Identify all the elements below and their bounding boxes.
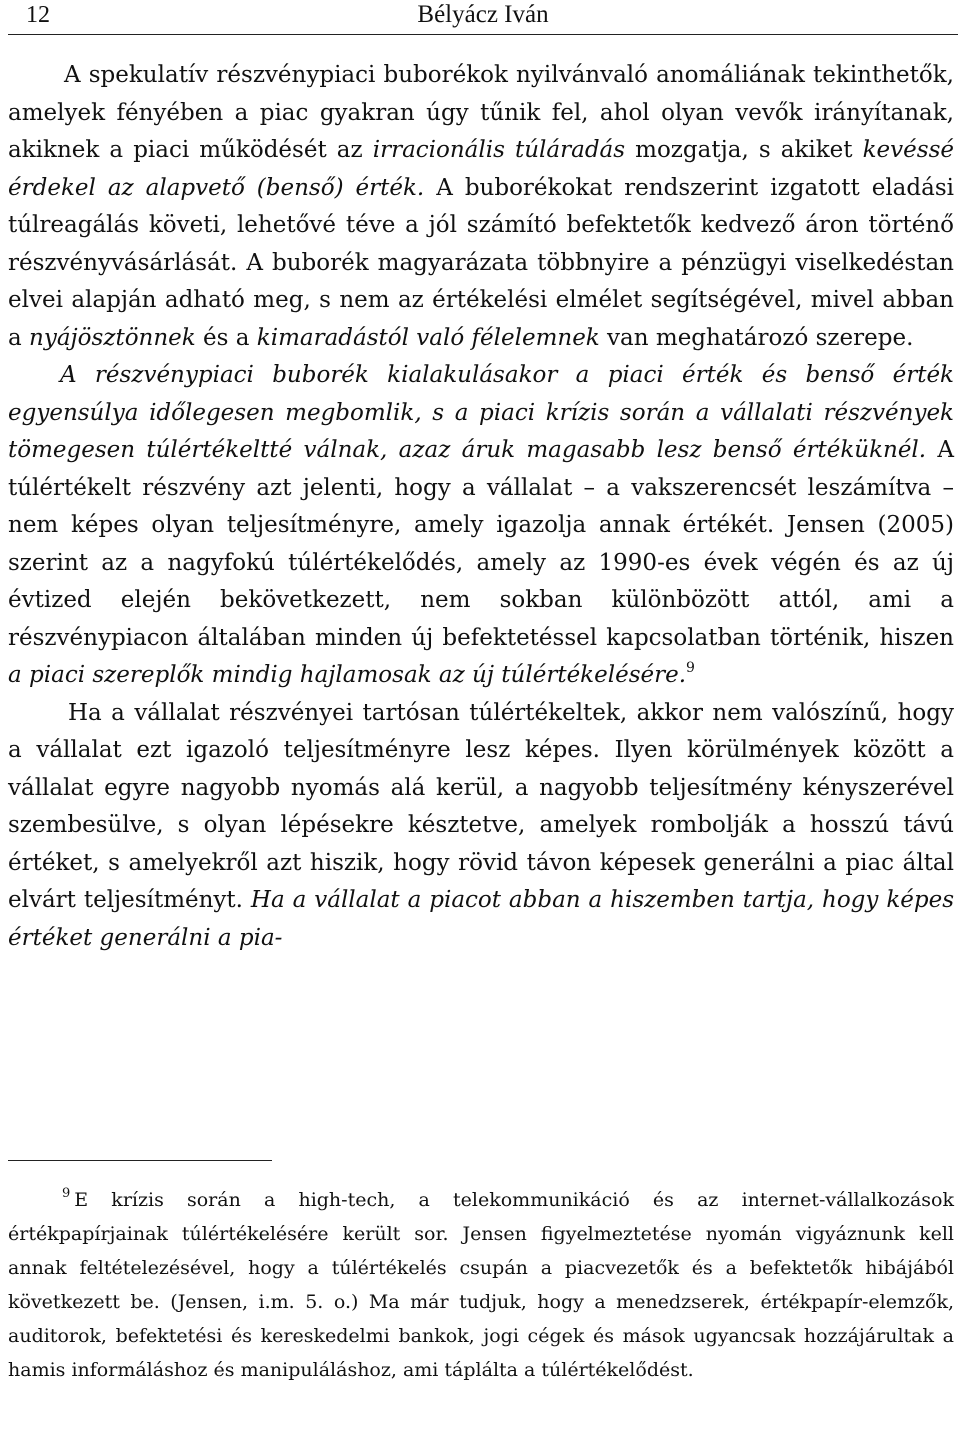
italic-run: kevéssé érdekel az alapvető (benső) érték. <box>8 137 954 201</box>
page-number: 12 <box>26 2 50 28</box>
running-head-author: Bélyácz Iván <box>417 1 549 28</box>
text-run: van meghatározó szerepe. <box>599 324 914 351</box>
italic-run: irracionális túláradás <box>372 137 626 163</box>
footnote-text: E krízis során a high-tech, a telekommunikáció és az internet-vállalkozások értékpapírjainak túlértékelésére került sor. Jensen figyelmeztetése nyomán vigyáznunk kell annak feltételezésével, hogy a túlértékelés csupán a piacvezetők és a befektetők hibájából következett be. (Jensen, i.m. 5. o.) Ma már tudjuk, hogy a menedzserek, értékpapír-elemzők, auditorok, befektetési és kereskedelmi bankok, jogi cégek és mások ugyancsak hozzájárultak a hamis informáláshoz és manipuláláshoz, ami táplálta a túlértékelődést. <box>8 1189 954 1381</box>
italic-run: nyájösztönnek <box>29 324 196 351</box>
italic-run: A részvénypiaci buborék kialakulásakor a piaci érték és benső érték egyensúlya időlegesen megbomlik, s a piaci krízis során a vállalati részvények tömegesen túlértékeltté válnak, azaz áruk magasabb lesz benső értéküknél. <box>8 362 954 463</box>
text-run: A buborékokat rendszerint izgatott eladási túlreagálás követi, lehetővé téve a jól számító befektetők kedvező áron történő részvényvásárlását. A buborék magyarázata többnyire a pénzügyi viselkedéstan elvei alapján adható meg, s nem az értékelési elmélet segítségével, mivel abban a <box>8 174 954 351</box>
italic-run: kimaradástól való félelemnek <box>256 324 600 351</box>
footnote-reference[interactable]: 9 <box>686 660 695 676</box>
page-header <box>8 0 958 35</box>
footnote-9 <box>8 1183 954 1387</box>
paragraph-overvaluation <box>8 357 954 695</box>
italic-run: a piaci szereplők mindig hajlamosak az új túlértékelésére. <box>8 662 687 688</box>
text-run: Ha a vállalat részvényei tartósan túlértékeltek, akkor nem valószínű, hogy a vállalat ezt igazoló teljesítményre lesz képes. Ilyen körülmények között a vállalat egyre nagyobb nyomás alá kerül, a nagyobb teljesítmény kényszerével szembesülve, s olyan lépésekre késztetve, amelyek rombolják a hosszú távú értéket, s amelyekről azt hiszik, hogy rövid távon képesek generálni a piac által elvárt teljesítményt. <box>8 699 954 913</box>
footnote-divider <box>8 1160 272 1161</box>
main-text <box>8 57 954 957</box>
text-run: A spekulatív részvénypiaci buborékok nyilvánvaló anomáliának tekinthetők, amelyek fényében a piac gyakran úgy tűnik fel, ahol olyan vevők irányítanak, akiknek a piaci működését az <box>8 62 954 163</box>
text-run: és a <box>195 324 257 351</box>
text-run: mozgatja, s akiket <box>625 137 863 163</box>
text-run: A túlértékelt részvény azt jelenti, hogy a vállalat – a vakszerencsét leszámítva – nem képes olyan teljesítményre, amely igazolja annak értékét. Jensen (2005) szerint az a nagyfokú túlértékelődés, amely az 1990-es évek végén és az új évtized elején bekövetkezett, nem sokban különbözött attól, ami a részvénypiacon általában minden új befektetéssel kapcsolatban történik, hiszen <box>8 437 954 651</box>
paragraph-pressure <box>8 695 954 958</box>
footnote-number: 9 <box>62 1186 71 1201</box>
paragraph-bubbles <box>8 57 954 357</box>
italic-run: Ha a vállalat a piacot abban a hiszemben tartja, hogy képes értéket generálni a pia- <box>8 887 955 951</box>
